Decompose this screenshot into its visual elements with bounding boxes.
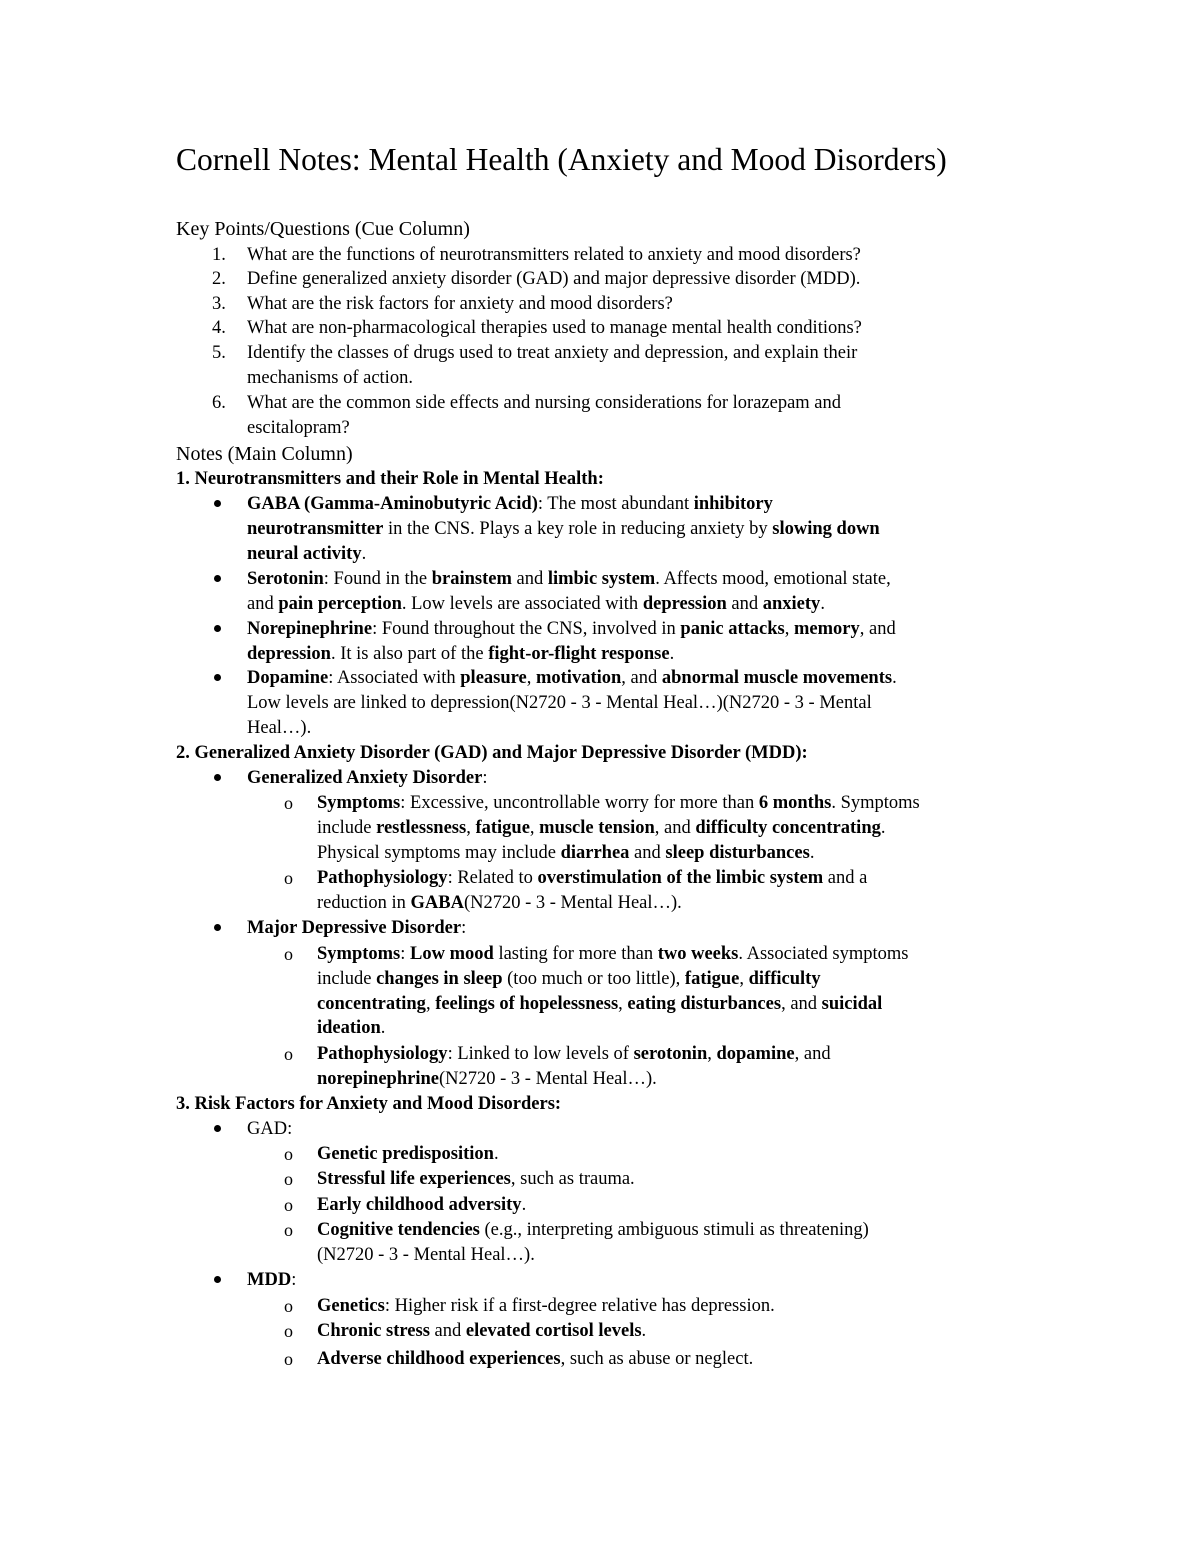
question-number: 1. <box>212 245 226 265</box>
bullet-icon <box>214 500 221 507</box>
section-heading: 2. Generalized Anxiety Disorder (GAD) and Major Depressive Disorder (MDD): <box>176 743 808 763</box>
page-title: Cornell Notes: Mental Health (Anxiety and Mood Disorders) <box>176 142 947 177</box>
sub-bullet-icon: o <box>284 1195 293 1215</box>
sub-bullet-icon: o <box>284 1321 293 1341</box>
bullet-icon <box>214 1125 221 1132</box>
cue-column-heading: Key Points/Questions (Cue Column) <box>176 218 470 240</box>
note-line: Symptoms: Low mood lasting for more than two weeks. Associated symptoms <box>317 944 909 964</box>
note-line: MDD: <box>247 1270 297 1290</box>
sub-bullet-icon: o <box>284 1144 293 1164</box>
question-number: 6. <box>212 393 226 413</box>
bullet-icon <box>214 774 221 781</box>
bullet-icon <box>214 674 221 681</box>
note-line: Stressful life experiences, such as trauma. <box>317 1169 635 1189</box>
question-number: 3. <box>212 294 226 314</box>
sub-bullet-icon: o <box>284 793 293 813</box>
note-line: neural activity. <box>247 544 367 564</box>
question-text: Identify the classes of drugs used to treat anxiety and depression, and explain their <box>247 343 858 363</box>
note-line: include restlessness, fatigue, muscle tension, and difficulty concentrating. <box>317 818 886 838</box>
sub-bullet-icon: o <box>284 1296 293 1316</box>
bullet-icon <box>214 625 221 632</box>
sub-bullet-icon: o <box>284 1044 293 1064</box>
question-text: Define generalized anxiety disorder (GAD) and major depressive disorder (MDD). <box>247 269 861 289</box>
question-number: 4. <box>212 318 226 338</box>
note-line: Genetic predisposition. <box>317 1144 499 1164</box>
sub-bullet-icon: o <box>284 944 293 964</box>
question-text: What are non-pharmacological therapies used to manage mental health conditions? <box>247 318 862 338</box>
question-text: mechanisms of action. <box>247 368 413 388</box>
note-line: depression. It is also part of the fight-or-flight response. <box>247 644 675 664</box>
note-line: Generalized Anxiety Disorder: <box>247 768 488 788</box>
note-line: include changes in sleep (too much or too little), fatigue, difficulty <box>317 969 821 989</box>
note-line: norepinephrine(N2720 - 3 - Mental Heal…). <box>317 1069 657 1089</box>
sub-bullet-icon: o <box>284 1220 293 1240</box>
question-number: 5. <box>212 343 226 363</box>
question-text: escitalopram? <box>247 418 350 438</box>
note-line: concentrating, feelings of hopelessness, eating disturbances, and suicidal <box>317 994 883 1014</box>
note-line: and pain perception. Low levels are associated with depression and anxiety. <box>247 594 825 614</box>
note-line: Low levels are linked to depression(N2720 - 3 - Mental Heal…)(N2720 - 3 - Mental <box>247 693 872 713</box>
bullet-icon <box>214 1276 221 1283</box>
note-line: GAD: <box>247 1119 293 1139</box>
note-line: Pathophysiology: Linked to low levels of serotonin, dopamine, and <box>317 1044 831 1064</box>
note-line: Pathophysiology: Related to overstimulation of the limbic system and a <box>317 868 868 888</box>
note-line: Chronic stress and elevated cortisol levels. <box>317 1321 647 1341</box>
note-line: (N2720 - 3 - Mental Heal…). <box>317 1245 535 1265</box>
note-line: Dopamine: Associated with pleasure, motivation, and abnormal muscle movements. <box>247 668 897 688</box>
note-line: Serotonin: Found in the brainstem and limbic system. Affects mood, emotional state, <box>247 569 891 589</box>
note-line: Genetics: Higher risk if a first-degree relative has depression. <box>317 1296 775 1316</box>
note-line: Norepinephrine: Found throughout the CNS, involved in panic attacks, memory, and <box>247 619 896 639</box>
note-line: Cognitive tendencies (e.g., interpreting ambiguous stimuli as threatening) <box>317 1220 869 1240</box>
bullet-icon <box>214 924 221 931</box>
section-heading: 1. Neurotransmitters and their Role in Mental Health: <box>176 469 604 489</box>
note-line: Physical symptoms may include diarrhea and sleep disturbances. <box>317 843 815 863</box>
note-line: Major Depressive Disorder: <box>247 918 467 938</box>
note-line: neurotransmitter in the CNS. Plays a key role in reducing anxiety by slowing down <box>247 519 880 539</box>
question-text: What are the common side effects and nursing considerations for lorazepam and <box>247 393 842 413</box>
question-text: What are the risk factors for anxiety and mood disorders? <box>247 294 673 314</box>
question-text: What are the functions of neurotransmitters related to anxiety and mood disorders? <box>247 245 861 265</box>
note-line: Adverse childhood experiences, such as abuse or neglect. <box>317 1349 754 1369</box>
sub-bullet-icon: o <box>284 1169 293 1189</box>
sub-bullet-icon: o <box>284 1349 293 1369</box>
note-line: Symptoms: Excessive, uncontrollable worry for more than 6 months. Symptoms <box>317 793 920 813</box>
question-number: 2. <box>212 269 226 289</box>
note-line: GABA (Gamma-Aminobutyric Acid): The most abundant inhibitory <box>247 494 773 514</box>
note-line: Heal…). <box>247 718 312 738</box>
bullet-icon <box>214 575 221 582</box>
note-line: Early childhood adversity. <box>317 1195 527 1215</box>
notes-column-heading: Notes (Main Column) <box>176 443 353 465</box>
note-line: reduction in GABA(N2720 - 3 - Mental Heal…). <box>317 893 682 913</box>
note-line: ideation. <box>317 1018 386 1038</box>
sub-bullet-icon: o <box>284 868 293 888</box>
section-heading: 3. Risk Factors for Anxiety and Mood Disorders: <box>176 1094 562 1114</box>
